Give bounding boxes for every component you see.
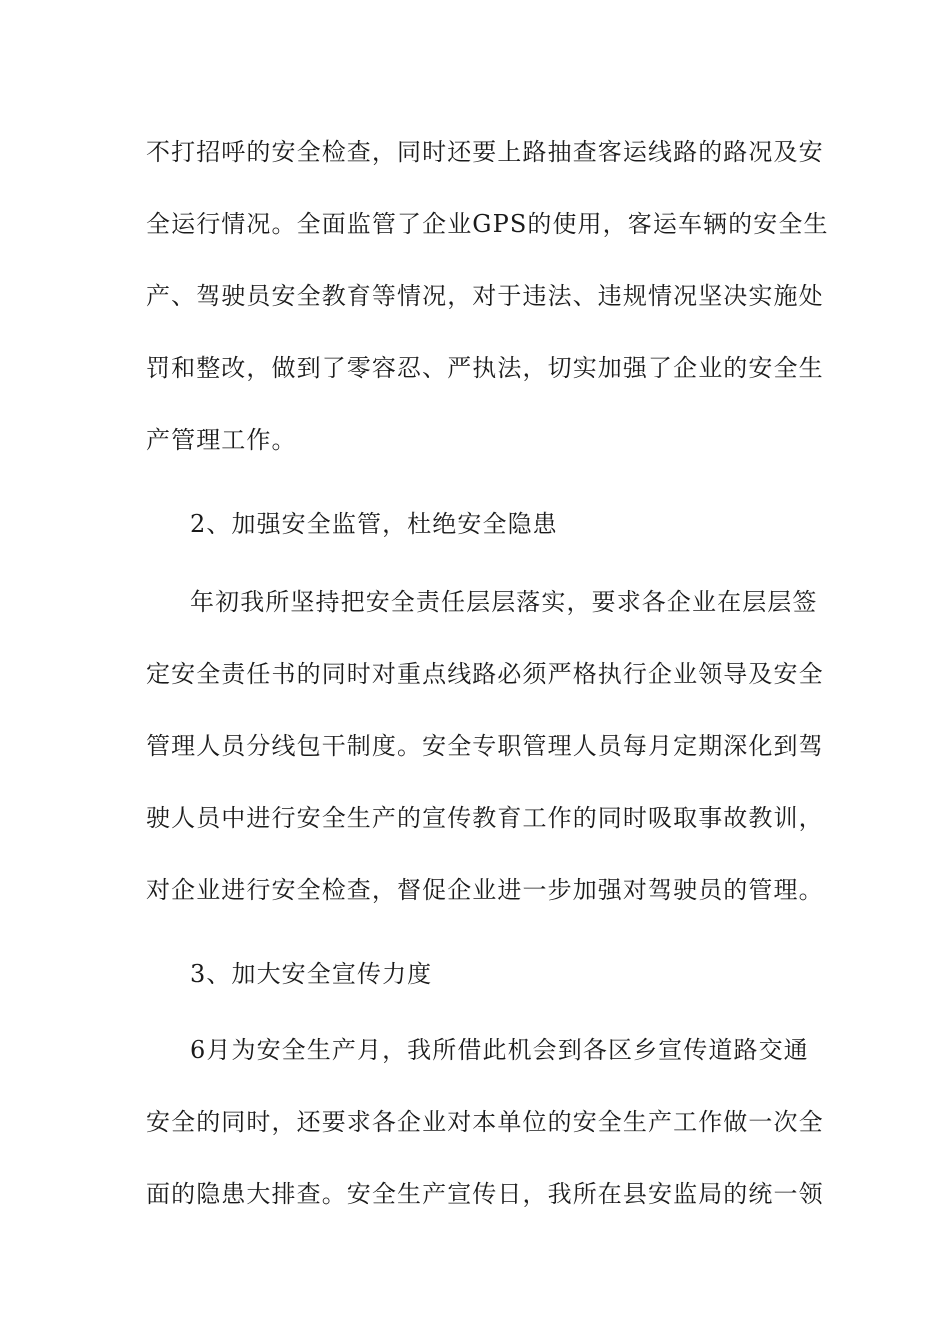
paragraph-line: 产、驾驶员安全教育等情况，对于违法、违规情况坚决实施处 [146, 282, 824, 310]
paragraph-line: 全运行情况。全面监管了企业GPS的使用，客运车辆的安全生 [146, 210, 829, 238]
paragraph-line: 不打招呼的安全检查，同时还要上路抽查客运线路的路况及安 [146, 138, 824, 166]
section-heading: 2、加强安全监管，杜绝安全隐患 [190, 510, 558, 538]
paragraph-line: 罚和整改，做到了零容忍、严执法，切实加强了企业的安全生 [146, 354, 824, 382]
paragraph-line: 面的隐患大排查。安全生产宣传日，我所在县安监局的统一领 [146, 1180, 824, 1208]
paragraph-line: 年初我所坚持把安全责任层层落实，要求各企业在层层签 [190, 588, 818, 616]
paragraph-line: 6月为安全生产月，我所借此机会到各区乡宣传道路交通 [190, 1036, 809, 1064]
paragraph-line: 驶人员中进行安全生产的宣传教育工作的同时吸取事故教训， [146, 804, 824, 832]
paragraph-line: 对企业进行安全检查，督促企业进一步加强对驾驶员的管理。 [146, 876, 824, 904]
paragraph-line: 定安全责任书的同时对重点线路必须严格执行企业领导及安全 [146, 660, 824, 688]
paragraph-line: 产管理工作。 [146, 426, 297, 454]
paragraph-line: 管理人员分线包干制度。安全专职管理人员每月定期深化到驾 [146, 732, 824, 760]
section-heading: 3、加大安全宣传力度 [190, 960, 433, 988]
paragraph-line: 安全的同时，还要求各企业对本单位的安全生产工作做一次全 [146, 1108, 824, 1136]
